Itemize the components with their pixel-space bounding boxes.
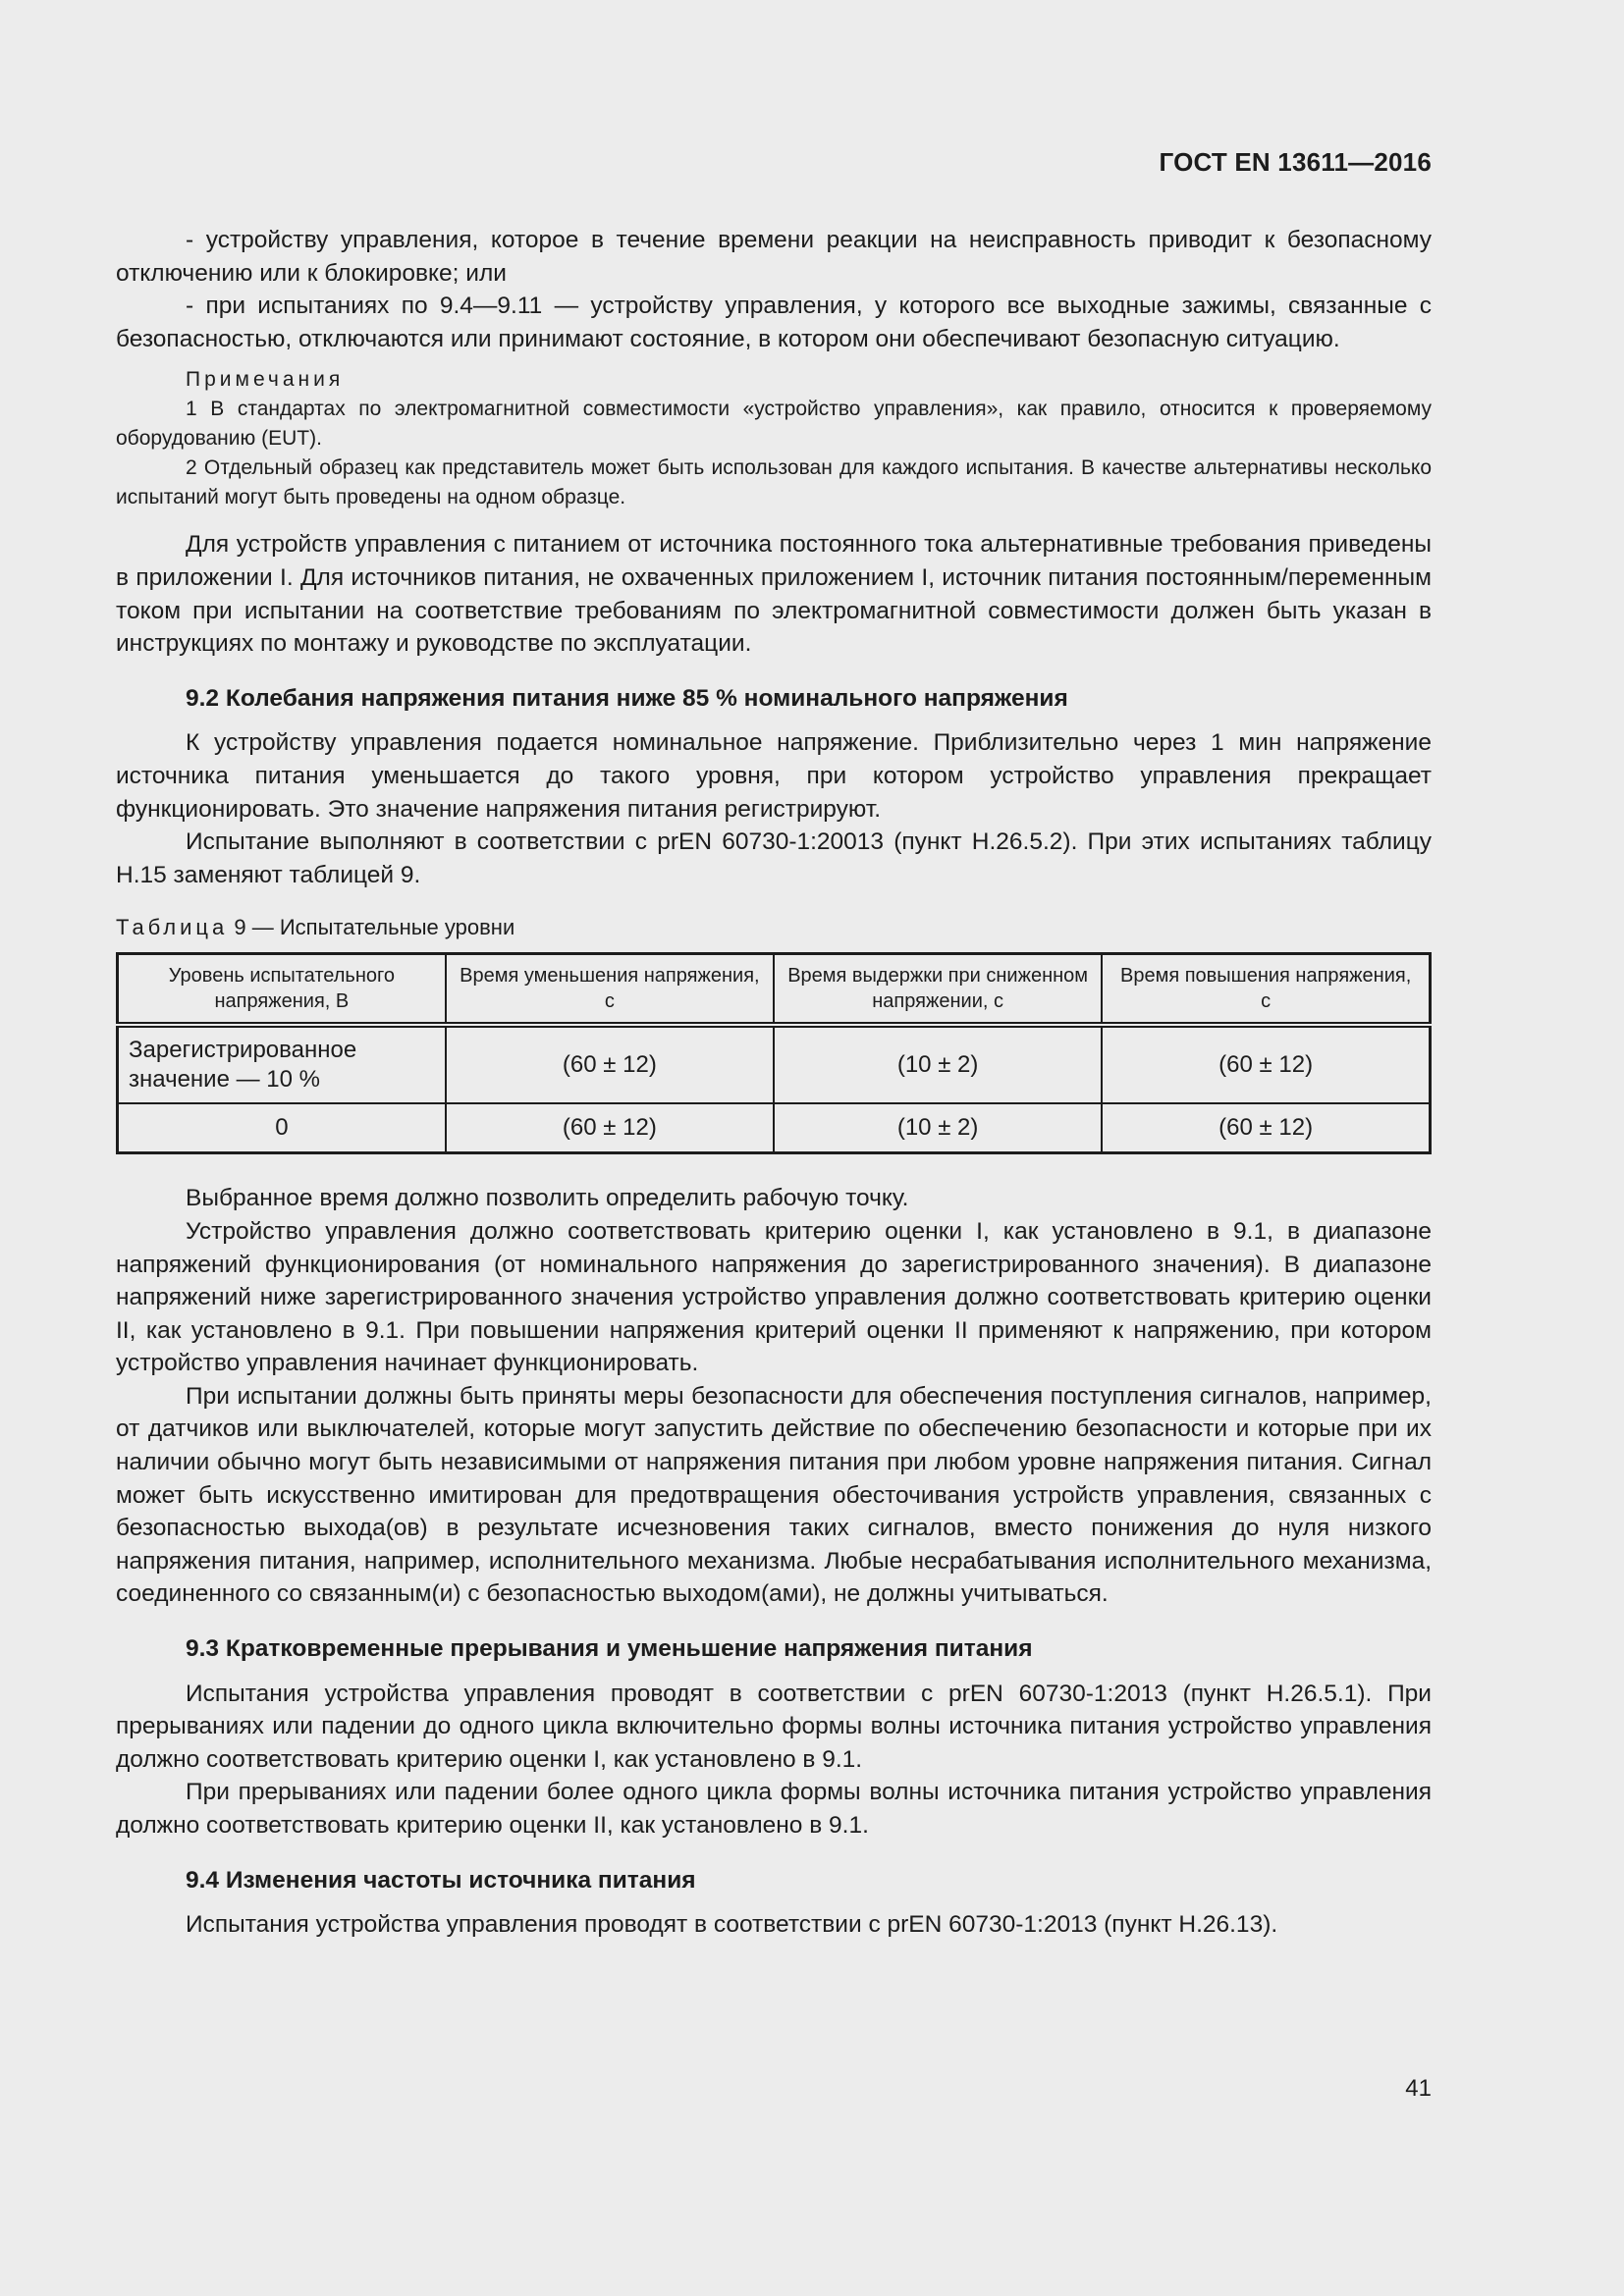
note-item: 2 Отдельный образец как представитель может быть использован для каждого испытания. В качестве альтернативы несколько испытаний могут быть проведены на одном образце. bbox=[116, 456, 1432, 509]
table-cell: (60 ± 12) bbox=[1102, 1025, 1430, 1103]
paragraph: К устройству управления подается номинальное напряжение. Приблизительно через 1 мин напряжение источника питания уменьшается до такого уровня, при котором устройство управления прекращает функционировать. Это значение напряжения питания регистрируют. bbox=[116, 729, 1432, 823]
section-heading: 9.4 Изменения частоты источника питания bbox=[186, 1866, 696, 1894]
paragraph: Испытание выполняют в соответствии с prEN 60730-1:20013 (пункт H.26.5.2). При этих испытаниях таблицу H.15 заменяют таблицей 9. bbox=[116, 828, 1432, 888]
table-caption bbox=[116, 913, 1432, 942]
table-cell: Зарегистрированное значение — 10 % bbox=[118, 1025, 446, 1103]
document-header: ГОСТ EN 13611—2016 bbox=[1159, 147, 1432, 177]
table-header-cell: Время уменьшения напряжения, с bbox=[446, 954, 774, 1026]
table-header-row bbox=[118, 954, 1431, 1026]
notes-title: Примечания bbox=[186, 368, 345, 392]
table-header-cell: Время повышения напряжения, с bbox=[1102, 954, 1430, 1026]
table-cell: (60 ± 12) bbox=[446, 1025, 774, 1103]
table-row bbox=[118, 1103, 1431, 1153]
paragraph: Выбранное время должно позволить определить рабочую точку. bbox=[186, 1185, 909, 1212]
paragraph: При прерываниях или падении более одного цикла формы волны источника питания устройство управления должно соответствовать критерию оценки II, как установлено в 9.1. bbox=[116, 1779, 1432, 1839]
paragraph: Устройство управления должно соответствовать критерию оценки I, как установлено в 9.1, в диапазоне напряжений функционирования (от номинального напряжения до зарегистрированного значения). В диапазоне напряжений ниже зарегистрированного значения устройство управления должно соответствовать критерию оценки II, как установлено в 9.1. При повышении напряжения критерий оценки II применяют к напряжению, при котором устройство управления начинает функционировать. bbox=[116, 1217, 1432, 1377]
table-cell: (10 ± 2) bbox=[774, 1025, 1102, 1103]
after-table-block bbox=[116, 1182, 1432, 1611]
notes-block bbox=[116, 365, 1432, 512]
table-header-cell: Время выдержки при сниженном напряжении, с bbox=[774, 954, 1102, 1026]
test-levels-table bbox=[116, 952, 1432, 1154]
paragraph: - устройству управления, которое в течение времени реакции на неисправность приводит к безопасному отключению или к блокировке; или bbox=[116, 227, 1432, 287]
table-row bbox=[118, 1025, 1431, 1103]
paragraph: Для устройств управления с питанием от источника постоянного тока альтернативные требования приведены в приложении I. Для источников питания, не охваченных приложением I, источник питания постоянным/переменным током при испытании на соответствие требованиям по электромагнитной совместимости должен быть указан в инструкциях по монтажу и руководстве по эксплуатации. bbox=[116, 531, 1432, 658]
table-cell: (10 ± 2) bbox=[774, 1103, 1102, 1153]
table-cell: (60 ± 12) bbox=[446, 1103, 774, 1153]
paragraph: - при испытаниях по 9.4—9.11 — устройству управления, у которого все выходные зажимы, связанные с безопасностью, отключаются или принимают состояние, в котором они обеспечивают безопасную ситуацию. bbox=[116, 293, 1432, 352]
section-heading: 9.2 Колебания напряжения питания ниже 85 % номинального напряжения bbox=[186, 684, 1068, 712]
table-caption-label: Таблица bbox=[116, 915, 229, 940]
table-cell: (60 ± 12) bbox=[1102, 1103, 1430, 1153]
paragraph: При испытании должны быть приняты меры безопасности для обеспечения поступления сигналов, например, от датчиков или выключателей, которые могут запустить действие по обеспечению безопасности и которые при их наличии обычно могут быть независимыми от напряжения питания при любом уровне напряжения питания. Сигнал может быть искусственно имитирован для предотвращения обесточивания устройств управления, связанных с безопасностью выхода(ов) в результате исчезновения таких сигналов, вместо понижения до нуля низкого напряжения питания, например, исполнительного механизма. Любые несрабатывания исполнительного механизма, соединенного со связанным(и) с безопасностью выходом(ами), не должны учитываться. bbox=[116, 1382, 1432, 1608]
paragraph: Испытания устройства управления проводят в соответствии с prEN 60730-1:2013 (пункт H.26.5.1). При прерываниях или падении до одного цикла включительно формы волны источника питания устройство управления должно соответствовать критерию оценки I, как установлено в 9.1. bbox=[116, 1680, 1432, 1773]
document-body bbox=[116, 224, 1432, 1942]
section-heading: 9.3 Кратковременные прерывания и уменьшение напряжения питания bbox=[186, 1635, 1033, 1663]
note-item: 1 В стандартах по электромагнитной совместимости «устройство управления», как правило, относится к проверяемому оборудованию (EUT). bbox=[116, 398, 1432, 451]
table-header-cell: Уровень испытательного напряжения, В bbox=[118, 954, 446, 1026]
paragraph: Испытания устройства управления проводят в соответствии с prEN 60730-1:2013 (пункт H.26.13). bbox=[186, 1911, 1278, 1939]
page-number: 41 bbox=[1405, 2075, 1432, 2102]
table-cell: 0 bbox=[118, 1103, 446, 1153]
document-page bbox=[116, 0, 1432, 2296]
table-caption-text: 9 — Испытательные уровни bbox=[228, 915, 515, 940]
